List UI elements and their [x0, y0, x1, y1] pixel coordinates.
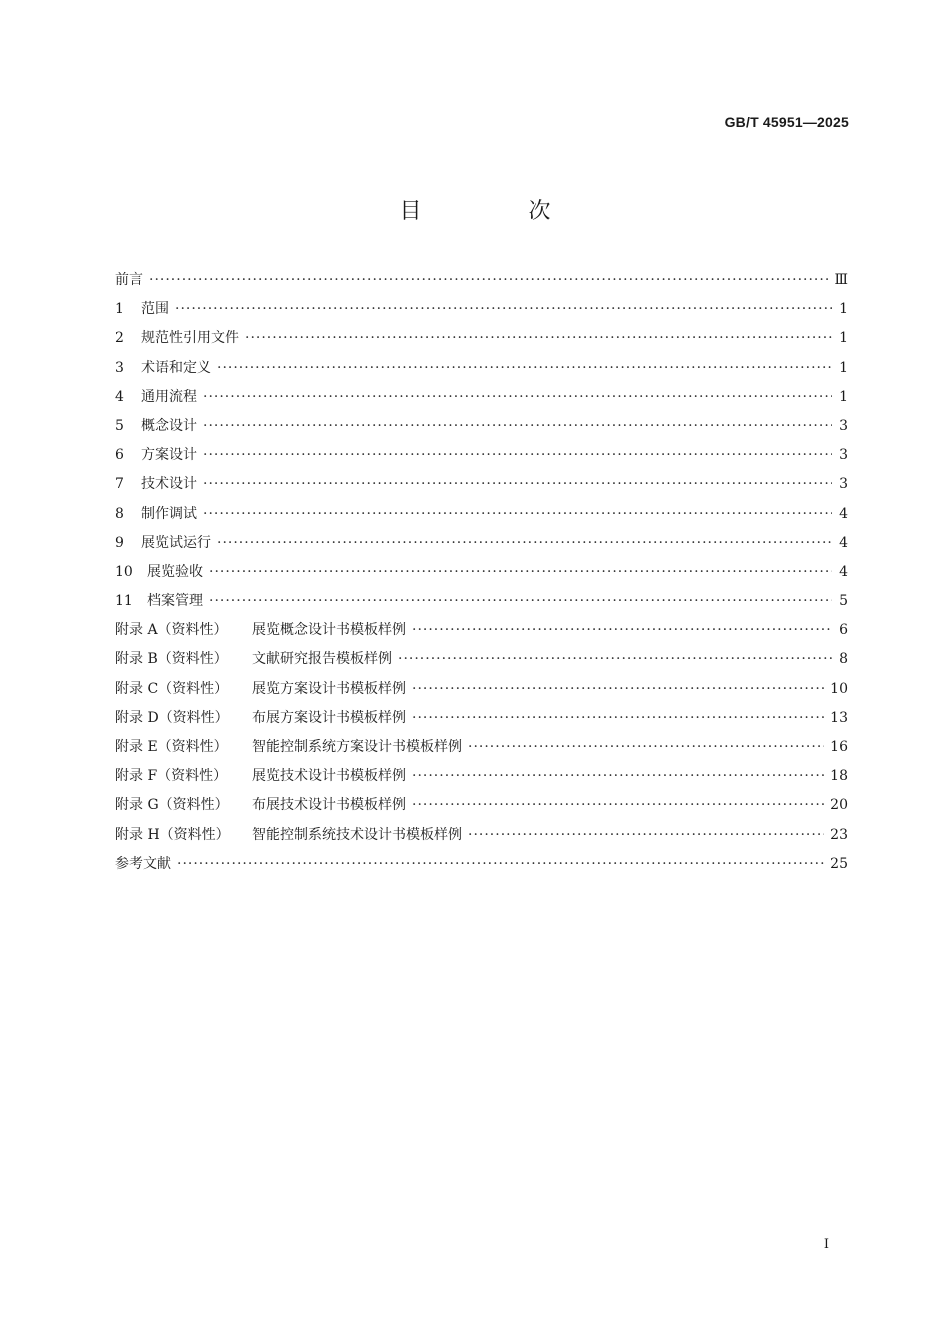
toc-entry-number: 5 — [115, 417, 124, 434]
toc-leader-dots — [203, 418, 832, 434]
toc-leader-dots — [203, 506, 832, 522]
toc-leader-dots — [149, 272, 828, 288]
toc-entry[interactable] — [115, 619, 848, 648]
toc-entry-page: 4 — [839, 505, 848, 522]
toc-entry-number: 11 — [115, 593, 133, 610]
toc-entry-page: 6 — [839, 622, 848, 639]
toc-entry-label: 术语和定义 — [141, 359, 211, 376]
toc-entry-number: 10 — [115, 563, 133, 580]
toc-entry-label: 布展技术设计书模板样例 — [252, 797, 406, 814]
toc-leader-dots — [217, 360, 832, 376]
toc-entry-number: 8 — [115, 505, 124, 522]
toc-entry-page: 13 — [830, 709, 848, 726]
toc-entry-number: 附录 E（资料性） — [115, 739, 228, 755]
toc-leader-dots — [412, 622, 832, 638]
toc-entry-number: 附录 F（资料性） — [115, 768, 228, 785]
toc-entry-label: 范围 — [141, 301, 169, 318]
toc-entry-number: 附录 A（资料性） — [115, 622, 228, 639]
toc-entry-label: 智能控制系统技术设计书模板样例 — [252, 826, 462, 843]
toc-entry-number: 2 — [115, 330, 124, 347]
toc-entry-label: 通用流程 — [141, 388, 197, 405]
toc-leader-dots — [412, 797, 824, 813]
toc-entry-page: 4 — [839, 563, 848, 580]
toc-entry-number: 4 — [115, 388, 124, 405]
toc-entry-number: 7 — [115, 476, 124, 493]
toc-entry-label: 概念设计 — [141, 417, 197, 434]
toc-entry-label: 展览试运行 — [141, 534, 211, 551]
toc-leader-dots — [217, 535, 832, 551]
toc-entry-label: 展览技术设计书模板样例 — [252, 768, 406, 785]
toc-entry-number: 附录 C（资料性） — [115, 680, 229, 697]
toc-entry-number: 附录 G（资料性） — [115, 797, 229, 814]
toc-entry[interactable] — [115, 386, 848, 415]
toc-entry-page: 8 — [839, 651, 848, 668]
toc-entry-number: 6 — [115, 447, 124, 464]
toc-leader-dots — [245, 330, 832, 346]
toc-entry[interactable] — [115, 736, 848, 765]
toc-entry-number: 附录 D（资料性） — [115, 709, 229, 726]
toc-entry[interactable] — [115, 678, 848, 707]
toc-entry-label: 展览验收 — [147, 563, 203, 580]
toc-entry[interactable] — [115, 327, 848, 356]
toc-entry-page: 3 — [839, 476, 848, 493]
toc-entry-label: 技术设计 — [141, 476, 197, 493]
toc-entry-label: 文献研究报告模板样例 — [252, 651, 392, 668]
toc-leader-dots — [468, 827, 824, 843]
toc-leader-dots — [412, 710, 824, 726]
toc-entry[interactable] — [115, 590, 848, 619]
toc-entry-page: 25 — [830, 855, 848, 872]
toc-entry-page: 1 — [839, 330, 848, 347]
toc-entry-page: 4 — [839, 534, 848, 551]
toc-entry[interactable] — [115, 765, 848, 794]
toc-leader-dots — [175, 301, 832, 317]
toc-entry-page: 1 — [839, 301, 848, 318]
toc-entry[interactable] — [115, 532, 848, 561]
toc-entry[interactable] — [115, 648, 848, 677]
toc-entry[interactable] — [115, 707, 848, 736]
toc-entry-page: 1 — [839, 359, 848, 376]
toc-entry-page: 20 — [830, 797, 848, 814]
toc-leader-dots — [209, 593, 832, 609]
toc-leader-dots — [177, 856, 824, 872]
toc-leader-dots — [209, 564, 832, 580]
table-of-contents — [115, 269, 848, 882]
toc-entry-number: 3 — [115, 359, 124, 376]
toc-entry[interactable] — [115, 794, 848, 823]
toc-entry-page: 23 — [830, 826, 848, 843]
toc-entry-page: 10 — [830, 680, 848, 697]
toc-entry-label: 制作调试 — [141, 505, 197, 522]
page-number: Ⅰ — [823, 1237, 829, 1252]
toc-entry[interactable] — [115, 415, 848, 444]
toc-entry-number: 9 — [115, 534, 124, 551]
toc-entry-label: 方案设计 — [141, 447, 197, 464]
toc-entry-label: 展览方案设计书模板样例 — [252, 680, 406, 697]
standard-code: GB/T 45951—2025 — [724, 114, 849, 130]
toc-entry[interactable] — [115, 298, 848, 327]
toc-entry-label: 布展方案设计书模板样例 — [252, 709, 406, 726]
toc-entry[interactable] — [115, 269, 848, 298]
toc-entry-label: 展览概念设计书模板样例 — [252, 622, 406, 639]
toc-entry[interactable] — [115, 503, 848, 532]
toc-leader-dots — [203, 447, 832, 463]
toc-leader-dots — [468, 739, 824, 755]
toc-entry-page: 16 — [830, 739, 848, 755]
toc-entry-label: 智能控制系统方案设计书模板样例 — [252, 739, 462, 755]
toc-entry-number: 1 — [115, 301, 124, 318]
toc-entry-page: 18 — [830, 768, 848, 785]
toc-entry-page: 3 — [839, 447, 848, 464]
toc-entry-number: 附录 H（资料性） — [115, 826, 230, 843]
toc-entry-label: 参考文献 — [115, 855, 171, 872]
toc-leader-dots — [398, 651, 832, 667]
toc-entry-page: Ⅲ — [834, 272, 848, 288]
toc-entry[interactable] — [115, 473, 848, 502]
toc-leader-dots — [412, 768, 824, 784]
toc-leader-dots — [412, 681, 824, 697]
toc-entry-page: 5 — [839, 593, 848, 610]
toc-entry[interactable] — [115, 444, 848, 473]
toc-leader-dots — [203, 389, 832, 405]
toc-entry-label: 规范性引用文件 — [141, 330, 239, 347]
toc-entry[interactable] — [115, 561, 848, 590]
page-title: 目 次 — [399, 199, 601, 224]
toc-leader-dots — [203, 476, 832, 492]
toc-entry-number: 附录 B（资料性） — [115, 651, 228, 668]
toc-entry[interactable] — [115, 357, 848, 386]
toc-entry-page: 1 — [839, 388, 848, 405]
toc-entry-label: 前言 — [115, 272, 143, 288]
toc-entry-label: 档案管理 — [147, 593, 203, 610]
toc-entry[interactable] — [115, 853, 848, 882]
toc-entry-page: 3 — [839, 417, 848, 434]
toc-entry[interactable] — [115, 824, 848, 853]
